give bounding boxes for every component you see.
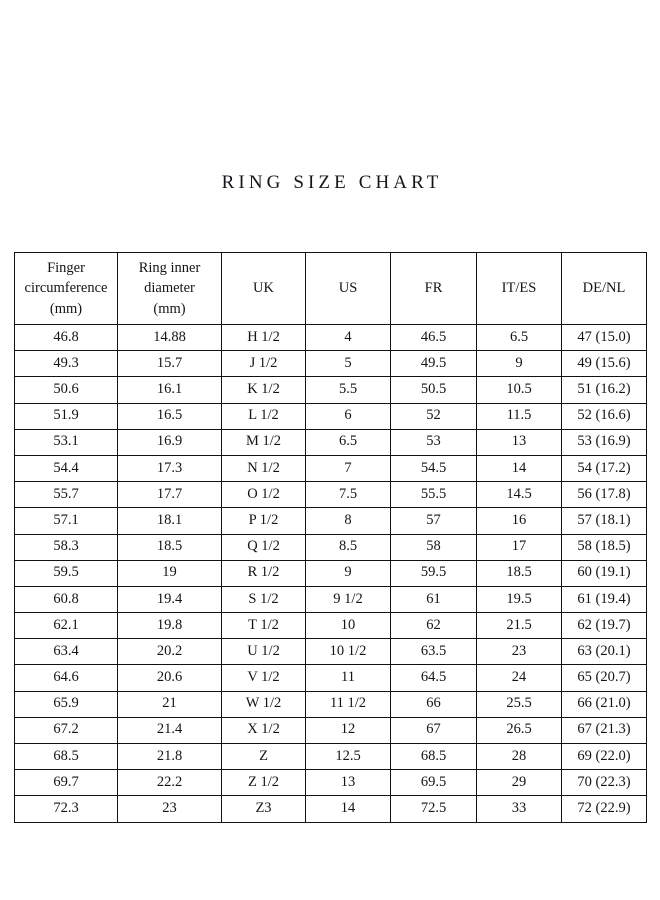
cell-us: 9 — [306, 560, 391, 586]
cell-us: 8 — [306, 508, 391, 534]
cell-uk: R 1/2 — [222, 560, 306, 586]
cell-inner_diameter: 20.2 — [118, 639, 222, 665]
cell-uk: H 1/2 — [222, 325, 306, 351]
cell-us: 4 — [306, 325, 391, 351]
cell-uk: V 1/2 — [222, 665, 306, 691]
cell-uk: M 1/2 — [222, 429, 306, 455]
cell-de_nl: 67 (21.3) — [562, 717, 647, 743]
cell-circumference: 49.3 — [15, 351, 118, 377]
cell-us: 10 1/2 — [306, 639, 391, 665]
cell-uk: K 1/2 — [222, 377, 306, 403]
cell-inner_diameter: 14.88 — [118, 325, 222, 351]
cell-it_es: 28 — [477, 744, 562, 770]
cell-fr: 72.5 — [391, 796, 477, 822]
cell-inner_diameter: 19.8 — [118, 613, 222, 639]
cell-inner_diameter: 21 — [118, 691, 222, 717]
cell-inner_diameter: 18.1 — [118, 508, 222, 534]
cell-fr: 58 — [391, 534, 477, 560]
cell-it_es: 24 — [477, 665, 562, 691]
cell-circumference: 50.6 — [15, 377, 118, 403]
cell-it_es: 16 — [477, 508, 562, 534]
cell-uk: L 1/2 — [222, 403, 306, 429]
cell-de_nl: 54 (17.2) — [562, 455, 647, 481]
table-header — [15, 253, 647, 325]
column-header-line: FR — [424, 280, 443, 297]
cell-circumference: 60.8 — [15, 586, 118, 612]
cell-it_es: 18.5 — [477, 560, 562, 586]
cell-us: 7 — [306, 455, 391, 481]
cell-circumference: 68.5 — [15, 744, 118, 770]
cell-circumference: 64.6 — [15, 665, 118, 691]
ring-size-table — [14, 252, 647, 823]
column-header-line: Ring inner — [138, 259, 201, 276]
cell-us: 6.5 — [306, 429, 391, 455]
cell-uk: Z 1/2 — [222, 770, 306, 796]
cell-uk: Z — [222, 744, 306, 770]
cell-circumference: 65.9 — [15, 691, 118, 717]
table-row — [15, 796, 647, 822]
cell-circumference: 72.3 — [15, 796, 118, 822]
cell-fr: 66 — [391, 691, 477, 717]
table-row — [15, 377, 647, 403]
cell-inner_diameter: 18.5 — [118, 534, 222, 560]
cell-de_nl: 51 (16.2) — [562, 377, 647, 403]
table-row — [15, 325, 647, 351]
cell-fr: 68.5 — [391, 744, 477, 770]
cell-fr: 67 — [391, 717, 477, 743]
cell-uk: Q 1/2 — [222, 534, 306, 560]
cell-de_nl: 57 (18.1) — [562, 508, 647, 534]
cell-uk: O 1/2 — [222, 482, 306, 508]
cell-de_nl: 60 (19.1) — [562, 560, 647, 586]
cell-circumference: 69.7 — [15, 770, 118, 796]
cell-de_nl: 65 (20.7) — [562, 665, 647, 691]
cell-uk: Z3 — [222, 796, 306, 822]
cell-de_nl: 47 (15.0) — [562, 325, 647, 351]
column-header-it_es — [477, 253, 562, 325]
cell-fr: 64.5 — [391, 665, 477, 691]
cell-it_es: 6.5 — [477, 325, 562, 351]
cell-it_es: 29 — [477, 770, 562, 796]
cell-us: 12 — [306, 717, 391, 743]
size-chart-container — [14, 252, 646, 823]
cell-us: 6 — [306, 403, 391, 429]
column-header-de_nl — [562, 253, 647, 325]
cell-fr: 61 — [391, 586, 477, 612]
cell-us: 5.5 — [306, 377, 391, 403]
cell-it_es: 33 — [477, 796, 562, 822]
cell-inner_diameter: 19 — [118, 560, 222, 586]
cell-de_nl: 70 (22.3) — [562, 770, 647, 796]
table-row — [15, 691, 647, 717]
table-row — [15, 534, 647, 560]
column-header-line: circumference — [24, 280, 108, 297]
page-title: RING SIZE CHART — [221, 172, 443, 193]
cell-inner_diameter: 21.8 — [118, 744, 222, 770]
table-row — [15, 403, 647, 429]
cell-circumference: 55.7 — [15, 482, 118, 508]
cell-us: 13 — [306, 770, 391, 796]
column-header-line: DE/NL — [582, 280, 626, 297]
cell-circumference: 58.3 — [15, 534, 118, 560]
cell-inner_diameter: 19.4 — [118, 586, 222, 612]
cell-inner_diameter: 16.1 — [118, 377, 222, 403]
table-row — [15, 455, 647, 481]
cell-it_es: 23 — [477, 639, 562, 665]
cell-fr: 62 — [391, 613, 477, 639]
cell-de_nl: 49 (15.6) — [562, 351, 647, 377]
cell-fr: 49.5 — [391, 351, 477, 377]
cell-fr: 63.5 — [391, 639, 477, 665]
cell-circumference: 63.4 — [15, 639, 118, 665]
cell-uk: X 1/2 — [222, 717, 306, 743]
cell-it_es: 10.5 — [477, 377, 562, 403]
column-header-line: Finger — [47, 259, 85, 276]
cell-circumference: 53.1 — [15, 429, 118, 455]
cell-fr: 53 — [391, 429, 477, 455]
cell-inner_diameter: 20.6 — [118, 665, 222, 691]
cell-fr: 54.5 — [391, 455, 477, 481]
cell-circumference: 57.1 — [15, 508, 118, 534]
cell-de_nl: 63 (20.1) — [562, 639, 647, 665]
cell-fr: 55.5 — [391, 482, 477, 508]
cell-us: 11 — [306, 665, 391, 691]
cell-fr: 59.5 — [391, 560, 477, 586]
cell-inner_diameter: 21.4 — [118, 717, 222, 743]
cell-us: 5 — [306, 351, 391, 377]
column-header-line: diameter — [144, 280, 195, 297]
column-header-line: US — [338, 280, 358, 297]
cell-us: 10 — [306, 613, 391, 639]
cell-us: 8.5 — [306, 534, 391, 560]
table-row — [15, 508, 647, 534]
cell-inner_diameter: 15.7 — [118, 351, 222, 377]
cell-de_nl: 69 (22.0) — [562, 744, 647, 770]
cell-fr: 52 — [391, 403, 477, 429]
cell-it_es: 13 — [477, 429, 562, 455]
cell-inner_diameter: 16.9 — [118, 429, 222, 455]
table-row — [15, 351, 647, 377]
column-header-circumference — [15, 253, 118, 325]
cell-inner_diameter: 22.2 — [118, 770, 222, 796]
cell-it_es: 14 — [477, 455, 562, 481]
cell-de_nl: 61 (19.4) — [562, 586, 647, 612]
cell-uk: W 1/2 — [222, 691, 306, 717]
cell-de_nl: 62 (19.7) — [562, 613, 647, 639]
cell-inner_diameter: 23 — [118, 796, 222, 822]
cell-uk: T 1/2 — [222, 613, 306, 639]
column-header-line: IT/ES — [501, 280, 537, 297]
cell-it_es: 14.5 — [477, 482, 562, 508]
cell-it_es: 26.5 — [477, 717, 562, 743]
cell-circumference: 54.4 — [15, 455, 118, 481]
cell-circumference: 59.5 — [15, 560, 118, 586]
cell-uk: J 1/2 — [222, 351, 306, 377]
cell-inner_diameter: 17.7 — [118, 482, 222, 508]
table-body — [15, 325, 647, 823]
cell-de_nl: 53 (16.9) — [562, 429, 647, 455]
cell-inner_diameter: 17.3 — [118, 455, 222, 481]
cell-us: 7.5 — [306, 482, 391, 508]
cell-de_nl: 72 (22.9) — [562, 796, 647, 822]
cell-it_es: 25.5 — [477, 691, 562, 717]
cell-fr: 69.5 — [391, 770, 477, 796]
column-header-line: UK — [253, 280, 274, 297]
cell-it_es: 11.5 — [477, 403, 562, 429]
table-row — [15, 586, 647, 612]
cell-circumference: 62.1 — [15, 613, 118, 639]
cell-circumference: 51.9 — [15, 403, 118, 429]
cell-fr: 46.5 — [391, 325, 477, 351]
table-row — [15, 639, 647, 665]
cell-circumference: 67.2 — [15, 717, 118, 743]
cell-uk: P 1/2 — [222, 508, 306, 534]
cell-fr: 50.5 — [391, 377, 477, 403]
cell-uk: N 1/2 — [222, 455, 306, 481]
cell-it_es: 17 — [477, 534, 562, 560]
cell-fr: 57 — [391, 508, 477, 534]
table-row — [15, 770, 647, 796]
table-row — [15, 744, 647, 770]
table-header-row — [15, 253, 647, 325]
table-row — [15, 665, 647, 691]
table-row — [15, 482, 647, 508]
column-header-us — [306, 253, 391, 325]
cell-uk: U 1/2 — [222, 639, 306, 665]
cell-uk: S 1/2 — [222, 586, 306, 612]
cell-de_nl: 66 (21.0) — [562, 691, 647, 717]
cell-us: 9 1/2 — [306, 586, 391, 612]
cell-us: 11 1/2 — [306, 691, 391, 717]
cell-us: 12.5 — [306, 744, 391, 770]
cell-it_es: 9 — [477, 351, 562, 377]
table-row — [15, 717, 647, 743]
table-row — [15, 613, 647, 639]
column-header-fr — [391, 253, 477, 325]
column-header-uk — [222, 253, 306, 325]
column-header-line: (mm) — [49, 300, 83, 317]
cell-us: 14 — [306, 796, 391, 822]
table-row — [15, 429, 647, 455]
cell-circumference: 46.8 — [15, 325, 118, 351]
cell-de_nl: 58 (18.5) — [562, 534, 647, 560]
cell-it_es: 21.5 — [477, 613, 562, 639]
cell-de_nl: 56 (17.8) — [562, 482, 647, 508]
cell-inner_diameter: 16.5 — [118, 403, 222, 429]
column-header-line: (mm) — [153, 300, 186, 317]
cell-de_nl: 52 (16.6) — [562, 403, 647, 429]
cell-it_es: 19.5 — [477, 586, 562, 612]
column-header-inner_diameter — [118, 253, 222, 325]
table-row — [15, 560, 647, 586]
